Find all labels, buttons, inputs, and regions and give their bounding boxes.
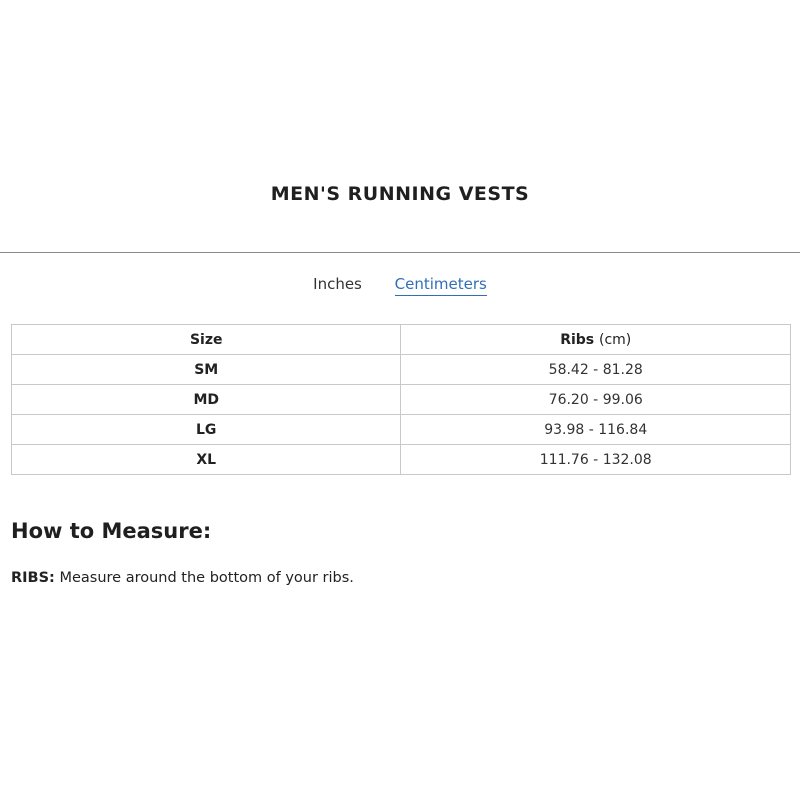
unit-tabs — [0, 275, 800, 296]
size-cell: LG — [12, 415, 401, 445]
value-cell: 76.20 - 99.06 — [401, 385, 791, 415]
table-row — [12, 385, 791, 415]
header-unit: (cm) — [599, 331, 632, 348]
title-divider — [0, 252, 800, 253]
howto-text — [11, 570, 354, 586]
size-cell: MD — [12, 385, 401, 415]
howto-heading: How to Measure: — [11, 519, 212, 543]
value-cell: 58.42 - 81.28 — [401, 355, 791, 385]
value-cell: 111.76 - 132.08 — [401, 445, 791, 475]
header-ribs — [401, 325, 791, 355]
howto-term: RIBS: — [11, 570, 55, 586]
table-header-row — [12, 325, 791, 355]
table-row — [12, 355, 791, 385]
size-cell: SM — [12, 355, 401, 385]
table-row — [12, 445, 791, 475]
tab-inches[interactable]: Inches — [313, 275, 362, 293]
value-cell: 93.98 - 116.84 — [401, 415, 791, 445]
howto-description: Measure around the bottom of your ribs. — [54, 570, 354, 586]
size-cell: XL — [12, 445, 401, 475]
header-ribs-label: Ribs — [560, 331, 595, 348]
tab-centimeters[interactable]: Centimeters — [395, 275, 487, 296]
size-chart-table — [11, 324, 791, 475]
page-title: MEN'S RUNNING VESTS — [270, 183, 530, 205]
table-row — [12, 415, 791, 445]
header-size: Size — [12, 325, 401, 355]
